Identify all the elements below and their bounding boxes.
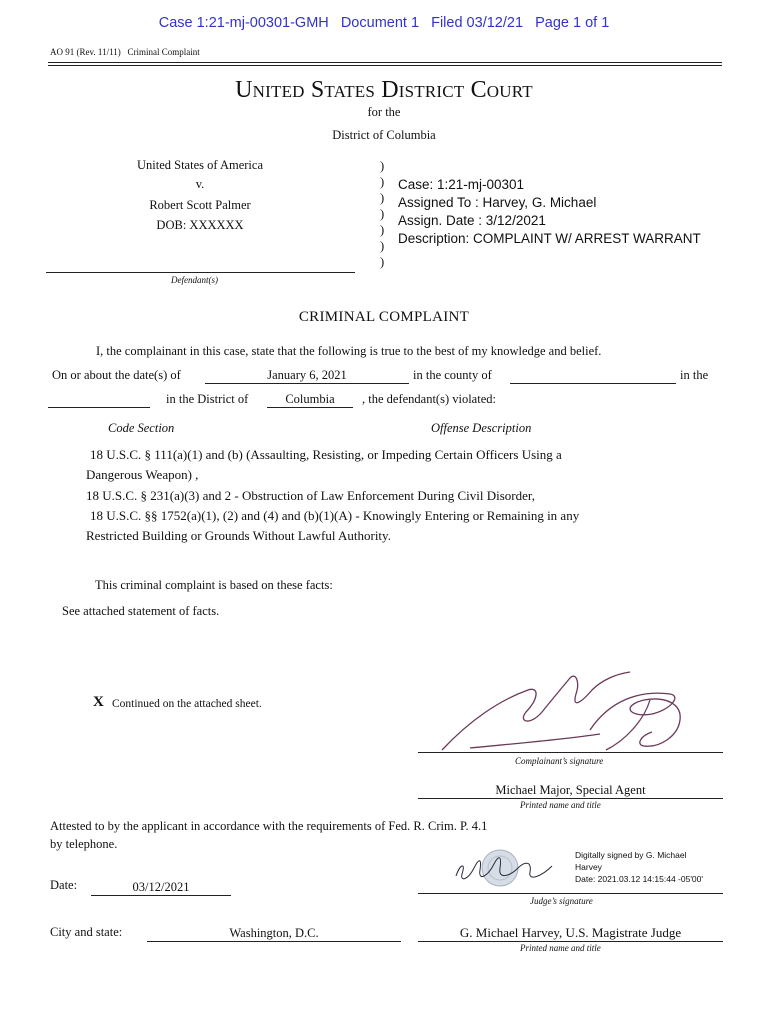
defendant-name: Robert Scott Palmer — [149, 198, 251, 212]
caption-parens: ) ) ) ) ) ) ) — [380, 159, 385, 269]
defendant-line — [46, 272, 355, 273]
see-attached: See attached statement of facts. — [62, 604, 220, 618]
judge-name-label: Printed name and title — [520, 943, 601, 953]
offense-line-3: 18 U.S.C. § 231(a)(3) and 2 - Obstruction of Law Enforcement During Civil Disorder, — [86, 488, 535, 503]
complainant-sig-line — [418, 752, 723, 753]
plaintiff-name: United States of America — [136, 158, 263, 172]
offense-line-5: Restricted Building or Grounds Without Lawful Authority. — [86, 528, 391, 543]
case-number: Case: 1:21-mj-00301 — [398, 177, 525, 192]
city-label: City and state: — [50, 925, 123, 939]
district-of-label: in the District of — [166, 392, 249, 406]
district-name: District of Columbia — [332, 128, 436, 142]
attestation-date: 03/12/2021 — [91, 879, 231, 896]
defendant-label: Defendant(s) — [171, 275, 218, 285]
continued-checkbox[interactable]: X — [93, 694, 104, 710]
continued-label: Continued on the attached sheet. — [112, 698, 262, 710]
top-rule-2 — [48, 65, 722, 66]
in-the-label: in the — [680, 368, 709, 382]
date-label: Date: — [50, 878, 78, 892]
complaint-heading: CRIMINAL COMPLAINT — [298, 309, 470, 325]
complainant-sig-label: Complainant’s signature — [515, 756, 604, 766]
judge-sig-label: Judge’s signature — [530, 896, 593, 906]
complainant-name-label: Printed name and title — [520, 800, 601, 810]
code-section-label: Code Section — [108, 421, 175, 435]
top-rule — [48, 62, 722, 63]
complainant-signature-icon — [430, 660, 700, 760]
district-blank — [48, 391, 150, 408]
defendant-dob: DOB: XXXXXX — [156, 218, 244, 232]
form-id: AO 91 (Rev. 11/11) Criminal Complaint — [50, 47, 200, 57]
offense-date: January 6, 2021 — [205, 367, 409, 384]
offense-description-label: Offense Description — [431, 421, 532, 435]
county-label: in the county of — [413, 368, 492, 382]
judge-name: G. Michael Harvey, U.S. Magistrate Judge — [418, 925, 723, 942]
defendant-violated: , the defendant(s) violated: — [362, 392, 496, 406]
county-fill — [510, 367, 676, 384]
judge-sig-line — [418, 893, 723, 894]
judge-signature-icon — [452, 846, 562, 892]
district-fill: Columbia — [267, 391, 353, 408]
assign-date: Assign. Date : 3/12/2021 — [398, 213, 546, 228]
on-or-about-label: On or about the date(s) of — [52, 368, 181, 382]
complainant-name-line — [418, 798, 723, 799]
for-the: for the — [367, 105, 401, 119]
complaint-intro: I, the complainant in this case, state that the following is true to the best of my knowledge and belief. — [96, 344, 602, 358]
offense-line-4: 18 U.S.C. §§ 1752(a)(1), (2) and (4) and (b)(1)(A) - Knowingly Entering or Remaining in any — [90, 508, 580, 523]
offense-line-2: Dangerous Weapon) , — [86, 467, 199, 482]
case-description: Description: COMPLAINT W/ ARREST WARRANT — [398, 231, 701, 246]
based-on-facts: This criminal complaint is based on these facts: — [95, 578, 333, 592]
filing-stamp: Case 1:21-mj-00301-GMH Document 1 Filed 03/12/21 Page 1 of 1 — [158, 15, 610, 31]
attestation-line-1: Attested to by the applicant in accordance with the requirements of Fed. R. Crim. P. 4.1 — [50, 819, 488, 833]
complainant-name: Michael Major, Special Agent — [495, 783, 646, 797]
court-title: United States District Court — [235, 77, 533, 103]
assigned-to: Assigned To : Harvey, G. Michael — [398, 195, 597, 210]
versus: v. — [195, 177, 205, 191]
city-state: Washington, D.C. — [147, 925, 401, 942]
attestation-line-2: by telephone. — [50, 837, 118, 851]
digital-signature-block: Digitally signed by G. Michael Harvey Date: 2021.03.12 14:15:44 -05'00' — [575, 850, 704, 884]
offense-line-1: 18 U.S.C. § 111(a)(1) and (b) (Assaulting, Resisting, or Impeding Certain Officers Using a — [90, 447, 562, 462]
